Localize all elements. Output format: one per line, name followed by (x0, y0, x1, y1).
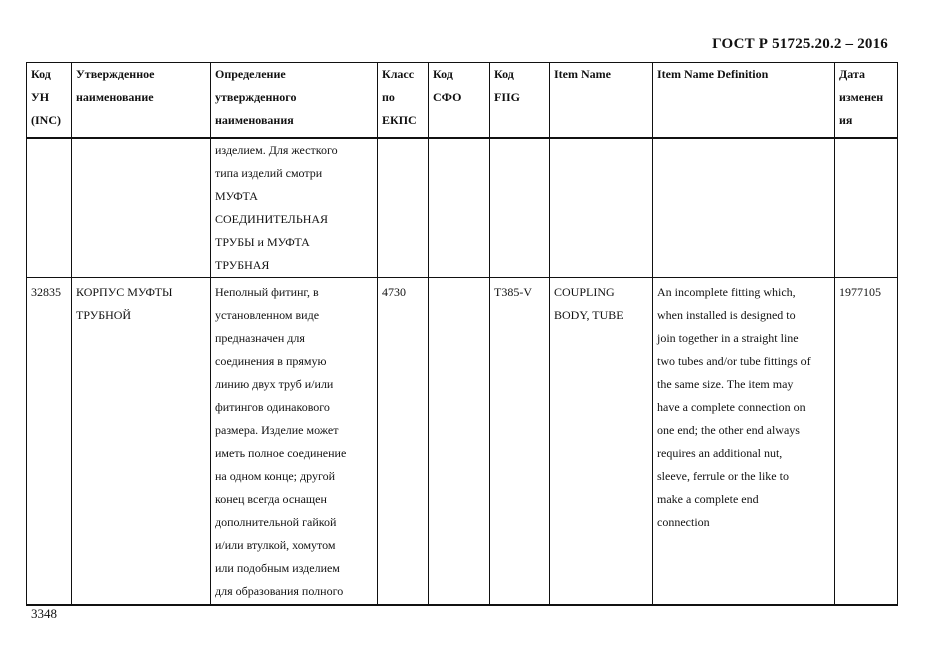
cell-fiig-code: T385-V (490, 277, 550, 605)
cell-approved-name (72, 138, 211, 278)
col-header-fiig-code: Код FIIG (490, 63, 550, 138)
cell-item-definition (653, 138, 835, 278)
cell-sfo-code (429, 138, 490, 278)
item-names-table (26, 62, 898, 606)
col-header-item-definition: Item Name Definition (653, 63, 835, 138)
cell-definition: изделием. Для жесткого типа изделий смотри МУФТА СОЕДИНИТЕЛЬНАЯ ТРУБЫ и МУФТА ТРУБНАЯ (211, 138, 378, 278)
cell-approved-name: КОРПУС МУФТЫ ТРУБНОЙ (72, 277, 211, 605)
cell-inc: 32835 (27, 277, 72, 605)
cell-sfo-code (429, 277, 490, 605)
standard-header: ГОСТ Р 51725.20.2 – 2016 (712, 36, 888, 52)
col-header-definition: Определение утвержденного наименования (211, 63, 378, 138)
cell-change-date (835, 138, 898, 278)
col-header-item-name: Item Name (550, 63, 653, 138)
cell-ekps-class (378, 138, 429, 278)
col-header-sfo-code: Код СФО (429, 63, 490, 138)
col-header-ekps-class: Класс по ЕКПС (378, 63, 429, 138)
table-row (27, 138, 898, 278)
col-header-change-date: Дата изменен ия (835, 63, 898, 138)
cell-ekps-class: 4730 (378, 277, 429, 605)
cell-change-date: 1977105 (835, 277, 898, 605)
col-header-approved-name: Утвержденное наименование (72, 63, 211, 138)
table-row (27, 277, 898, 605)
col-header-inc: Код УН (INC) (27, 63, 72, 138)
cell-fiig-code (490, 138, 550, 278)
cell-item-name: COUPLING BODY, TUBE (550, 277, 653, 605)
page-number: 3348 (31, 606, 57, 621)
table-header-row (27, 63, 898, 138)
cell-inc (27, 138, 72, 278)
cell-definition: Неполный фитинг, в установленном виде предназначен для соединения в прямую линию двух труб и/или фитингов одинакового размера. Изделие может иметь полное соединение на одном конце; другой конец всегда оснащен дополнительной гайкой и/или втулкой, хомутом или подобным изделием для образования полного (211, 277, 378, 605)
cell-item-definition: An incomplete fitting which, when installed is designed to join together in a straight line two tubes and/or tube fittings of the same size. The item may have a complete connection on one end; the other end always requires an additional nut, sleeve, ferrule or the like to make a complete end connection (653, 277, 835, 605)
cell-item-name (550, 138, 653, 278)
